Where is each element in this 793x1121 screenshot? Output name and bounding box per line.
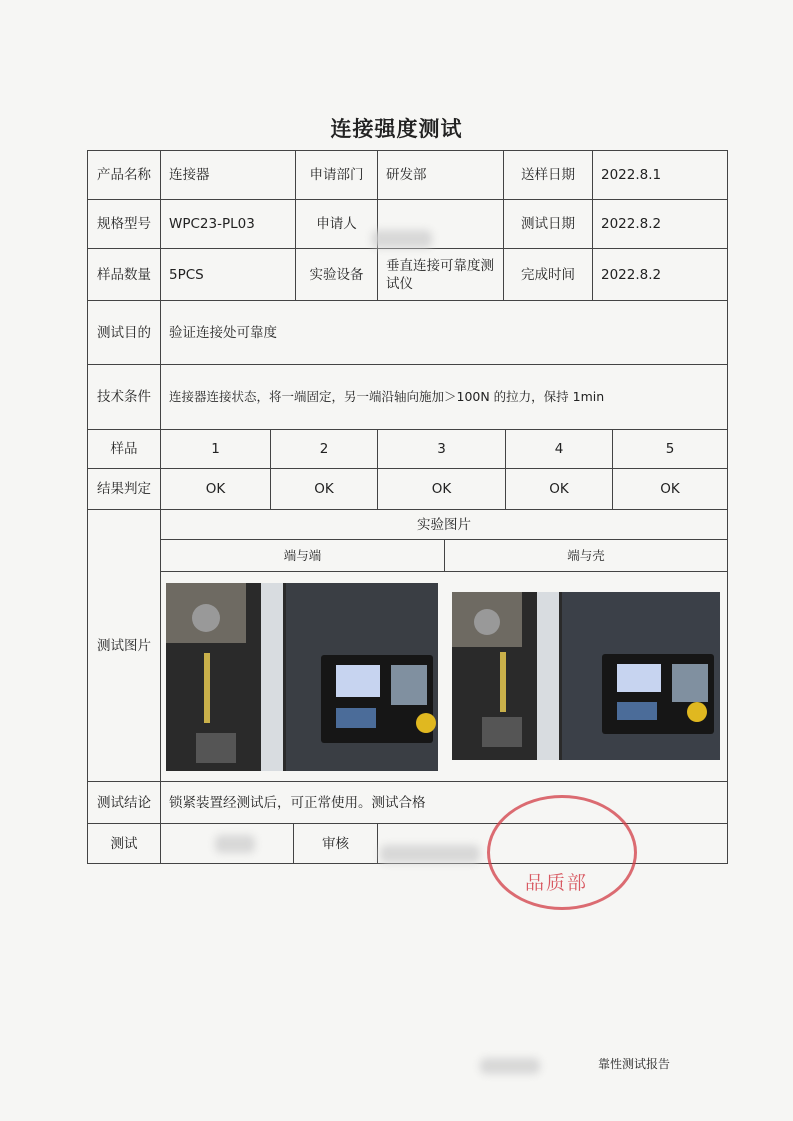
tester-label: 测试 <box>88 824 161 864</box>
footer-text: 靠性测试报告 <box>598 1057 671 1071</box>
test-date-label: 测试日期 <box>504 200 593 249</box>
photo-left-caption: 端与端 <box>161 540 445 572</box>
test-photo-end-to-shell <box>452 592 720 760</box>
test-date-value: 2022.8.2 <box>593 200 728 249</box>
photo-right-caption: 端与壳 <box>445 540 728 572</box>
sample-1: 1 <box>161 430 271 469</box>
equip-label: 实验设备 <box>296 249 378 301</box>
conclusion-value: 锁紧装置经测试后，可正常使用。测试合格 <box>161 782 728 824</box>
redaction <box>215 835 255 853</box>
photo-label: 测试图片 <box>88 510 161 782</box>
result-5: OK <box>613 469 728 510</box>
redaction <box>480 1058 540 1074</box>
finish-value: 2022.8.2 <box>593 249 728 301</box>
document-title: 连接强度测试 <box>330 117 463 141</box>
sample-3: 3 <box>378 430 506 469</box>
conclusion-label: 测试结论 <box>88 782 161 824</box>
tech-label: 技术条件 <box>88 365 161 430</box>
model-label: 规格型号 <box>88 200 161 249</box>
sample-label: 样品 <box>88 430 161 469</box>
purpose-value: 验证连接处可靠度 <box>161 301 728 365</box>
photo-header: 实验图片 <box>161 510 728 540</box>
result-2: OK <box>271 469 378 510</box>
test-photo-end-to-end-drawing <box>166 583 438 771</box>
tech-value: 连接器连接状态，将一端固定，另一端沿轴向施加＞100N 的拉力，保持 1min <box>161 365 728 430</box>
result-3: OK <box>378 469 506 510</box>
model-value: WPC23-PL03 <box>161 200 296 249</box>
result-4: OK <box>506 469 613 510</box>
test-photo-end-to-shell-drawing <box>452 592 720 760</box>
redaction <box>380 845 480 863</box>
purpose-label: 测试目的 <box>88 301 161 365</box>
send-date-value: 2022.8.1 <box>593 151 728 200</box>
result-label: 结果判定 <box>88 469 161 510</box>
sample-5: 5 <box>613 430 728 469</box>
qty-value: 5PCS <box>161 249 296 301</box>
result-1: OK <box>161 469 271 510</box>
sample-4: 4 <box>506 430 613 469</box>
redaction <box>372 230 432 248</box>
applicant-label: 申请人 <box>296 200 378 249</box>
qty-label: 样品数量 <box>88 249 161 301</box>
dept-label: 申请部门 <box>296 151 378 200</box>
finish-label: 完成时间 <box>504 249 593 301</box>
product-name-value: 连接器 <box>161 151 296 200</box>
sample-2: 2 <box>271 430 378 469</box>
test-photo-end-to-end <box>166 583 438 771</box>
product-name-label: 产品名称 <box>88 151 161 200</box>
dept-value: 研发部 <box>378 151 504 200</box>
reviewer-label: 审核 <box>294 824 378 864</box>
equip-value: 垂直连接可靠度测试仪 <box>378 249 504 301</box>
stamp-text: 品质部 <box>525 872 589 894</box>
send-date-label: 送样日期 <box>504 151 593 200</box>
